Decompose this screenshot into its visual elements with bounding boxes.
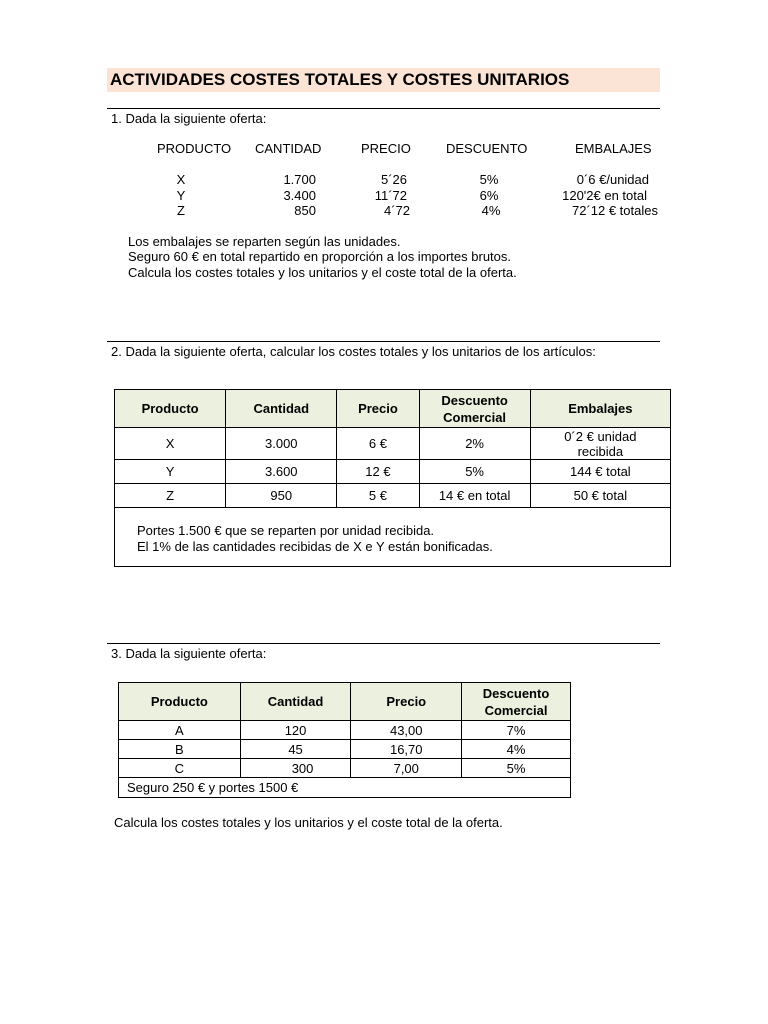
exercise-1-note: Seguro 60 € en total repartido en proporción a los importes brutos.: [128, 249, 512, 264]
table-row: [119, 721, 571, 740]
col-header-cantidad: Cantidad: [226, 390, 337, 428]
table-cell: 3.600: [226, 460, 337, 484]
col-header-embalajes: EMBALAJES: [575, 141, 652, 156]
table-cell: 50 € total: [530, 484, 670, 508]
exercise-1-note: Calcula los costes totales y los unitarios y el coste total de la oferta.: [128, 265, 517, 280]
col-header-cantidad: CANTIDAD: [255, 141, 322, 156]
exercise-2-heading: 2. Dada la siguiente oferta, calcular los costes totales y los unitarios de los artículos:: [111, 344, 596, 359]
table-cell: 7%: [462, 721, 571, 740]
exercise-3-heading: 3. Dada la siguiente oferta:: [111, 646, 267, 661]
col-header-precio: Precio: [337, 390, 419, 428]
row-y-descuento: 6%: [479, 188, 499, 203]
row-y-precio: 11´72: [374, 188, 407, 203]
table-row: [119, 759, 571, 778]
table-cell: 144 € total: [530, 460, 670, 484]
table-cell: 7,00: [351, 759, 462, 778]
col-header-precio: Precio: [351, 683, 462, 721]
table-cell: 5%: [462, 759, 571, 778]
table-row: [119, 740, 571, 759]
table-cell: 5 €: [337, 484, 419, 508]
exercise-1-heading: 1. Dada la siguiente oferta:: [111, 111, 267, 126]
exercise-1-note: Los embalajes se reparten según las unidades.: [128, 234, 401, 249]
table-cell: Z: [115, 484, 226, 508]
exercise-2-notes-box: [114, 508, 671, 567]
table-row: [115, 484, 671, 508]
table-cell: 3.000: [226, 428, 337, 460]
table-row: [115, 460, 671, 484]
row-x-descuento: 5%: [479, 172, 499, 187]
exercise-3-table: [118, 682, 571, 798]
col-header-precio: PRECIO: [361, 141, 411, 156]
exercise-3-footer: Seguro 250 € y portes 1500 €: [119, 778, 571, 798]
exercise-2-note: Portes 1.500 € que se reparten por unidad recibida.: [137, 523, 435, 538]
row-z-embalajes: 72´12 € totales: [571, 203, 658, 218]
row-z-producto: Z: [177, 203, 185, 218]
table-cell: B: [119, 740, 241, 759]
table-cell: 5%: [419, 460, 530, 484]
table-cell: 6 €: [337, 428, 419, 460]
divider: [107, 341, 660, 342]
table-row: [115, 428, 671, 460]
table-cell: A: [119, 721, 241, 740]
table-cell: 16,70: [351, 740, 462, 759]
table-cell: Y: [115, 460, 226, 484]
col-header-producto: Producto: [115, 390, 226, 428]
row-x-precio: 5´26: [380, 172, 407, 187]
row-y-producto: Y: [176, 188, 186, 203]
col-header-embalajes: Embalajes: [530, 390, 670, 428]
col-header-descuento-comercial: Descuento Comercial: [462, 683, 571, 721]
col-header-producto: Producto: [119, 683, 241, 721]
row-x-embalajes: 0´6 €/unidad: [576, 172, 649, 187]
table-cell: X: [115, 428, 226, 460]
table-cell: C: [119, 759, 241, 778]
col-header-cantidad: Cantidad: [240, 683, 351, 721]
col-header-descuento-comercial: Descuento Comercial: [419, 390, 530, 428]
table-cell: 120: [240, 721, 351, 740]
table-cell: 0´2 € unidad recibida: [530, 428, 670, 460]
divider: [107, 643, 660, 644]
table-cell: 950: [226, 484, 337, 508]
row-x-producto: X: [176, 172, 186, 187]
divider: [107, 108, 660, 109]
table-cell: 14 € en total: [419, 484, 530, 508]
table-cell: 4%: [462, 740, 571, 759]
page-title: ACTIVIDADES COSTES TOTALES Y COSTES UNITARIOS: [107, 68, 660, 92]
row-z-descuento: 4%: [481, 203, 501, 218]
exercise-2-note: El 1% de las cantidades recibidas de X e Y están bonificadas.: [137, 539, 493, 554]
table-cell: 43,00: [351, 721, 462, 740]
table-cell: 45: [240, 740, 351, 759]
table-cell: 300: [240, 759, 351, 778]
exercise-3-closing: Calcula los costes totales y los unitarios y el coste total de la oferta.: [114, 815, 503, 830]
col-header-descuento: DESCUENTO: [446, 141, 528, 156]
row-y-embalajes: 120'2€ en total: [562, 188, 647, 203]
exercise-2-table: [114, 389, 671, 508]
row-y-cantidad: 3.400: [283, 188, 316, 203]
row-z-cantidad: 850: [294, 203, 316, 218]
row-z-precio: 4´72: [383, 203, 410, 218]
table-cell: 2%: [419, 428, 530, 460]
col-header-producto: PRODUCTO: [157, 141, 232, 156]
row-x-cantidad: 1.700: [283, 172, 316, 187]
table-cell: 12 €: [337, 460, 419, 484]
